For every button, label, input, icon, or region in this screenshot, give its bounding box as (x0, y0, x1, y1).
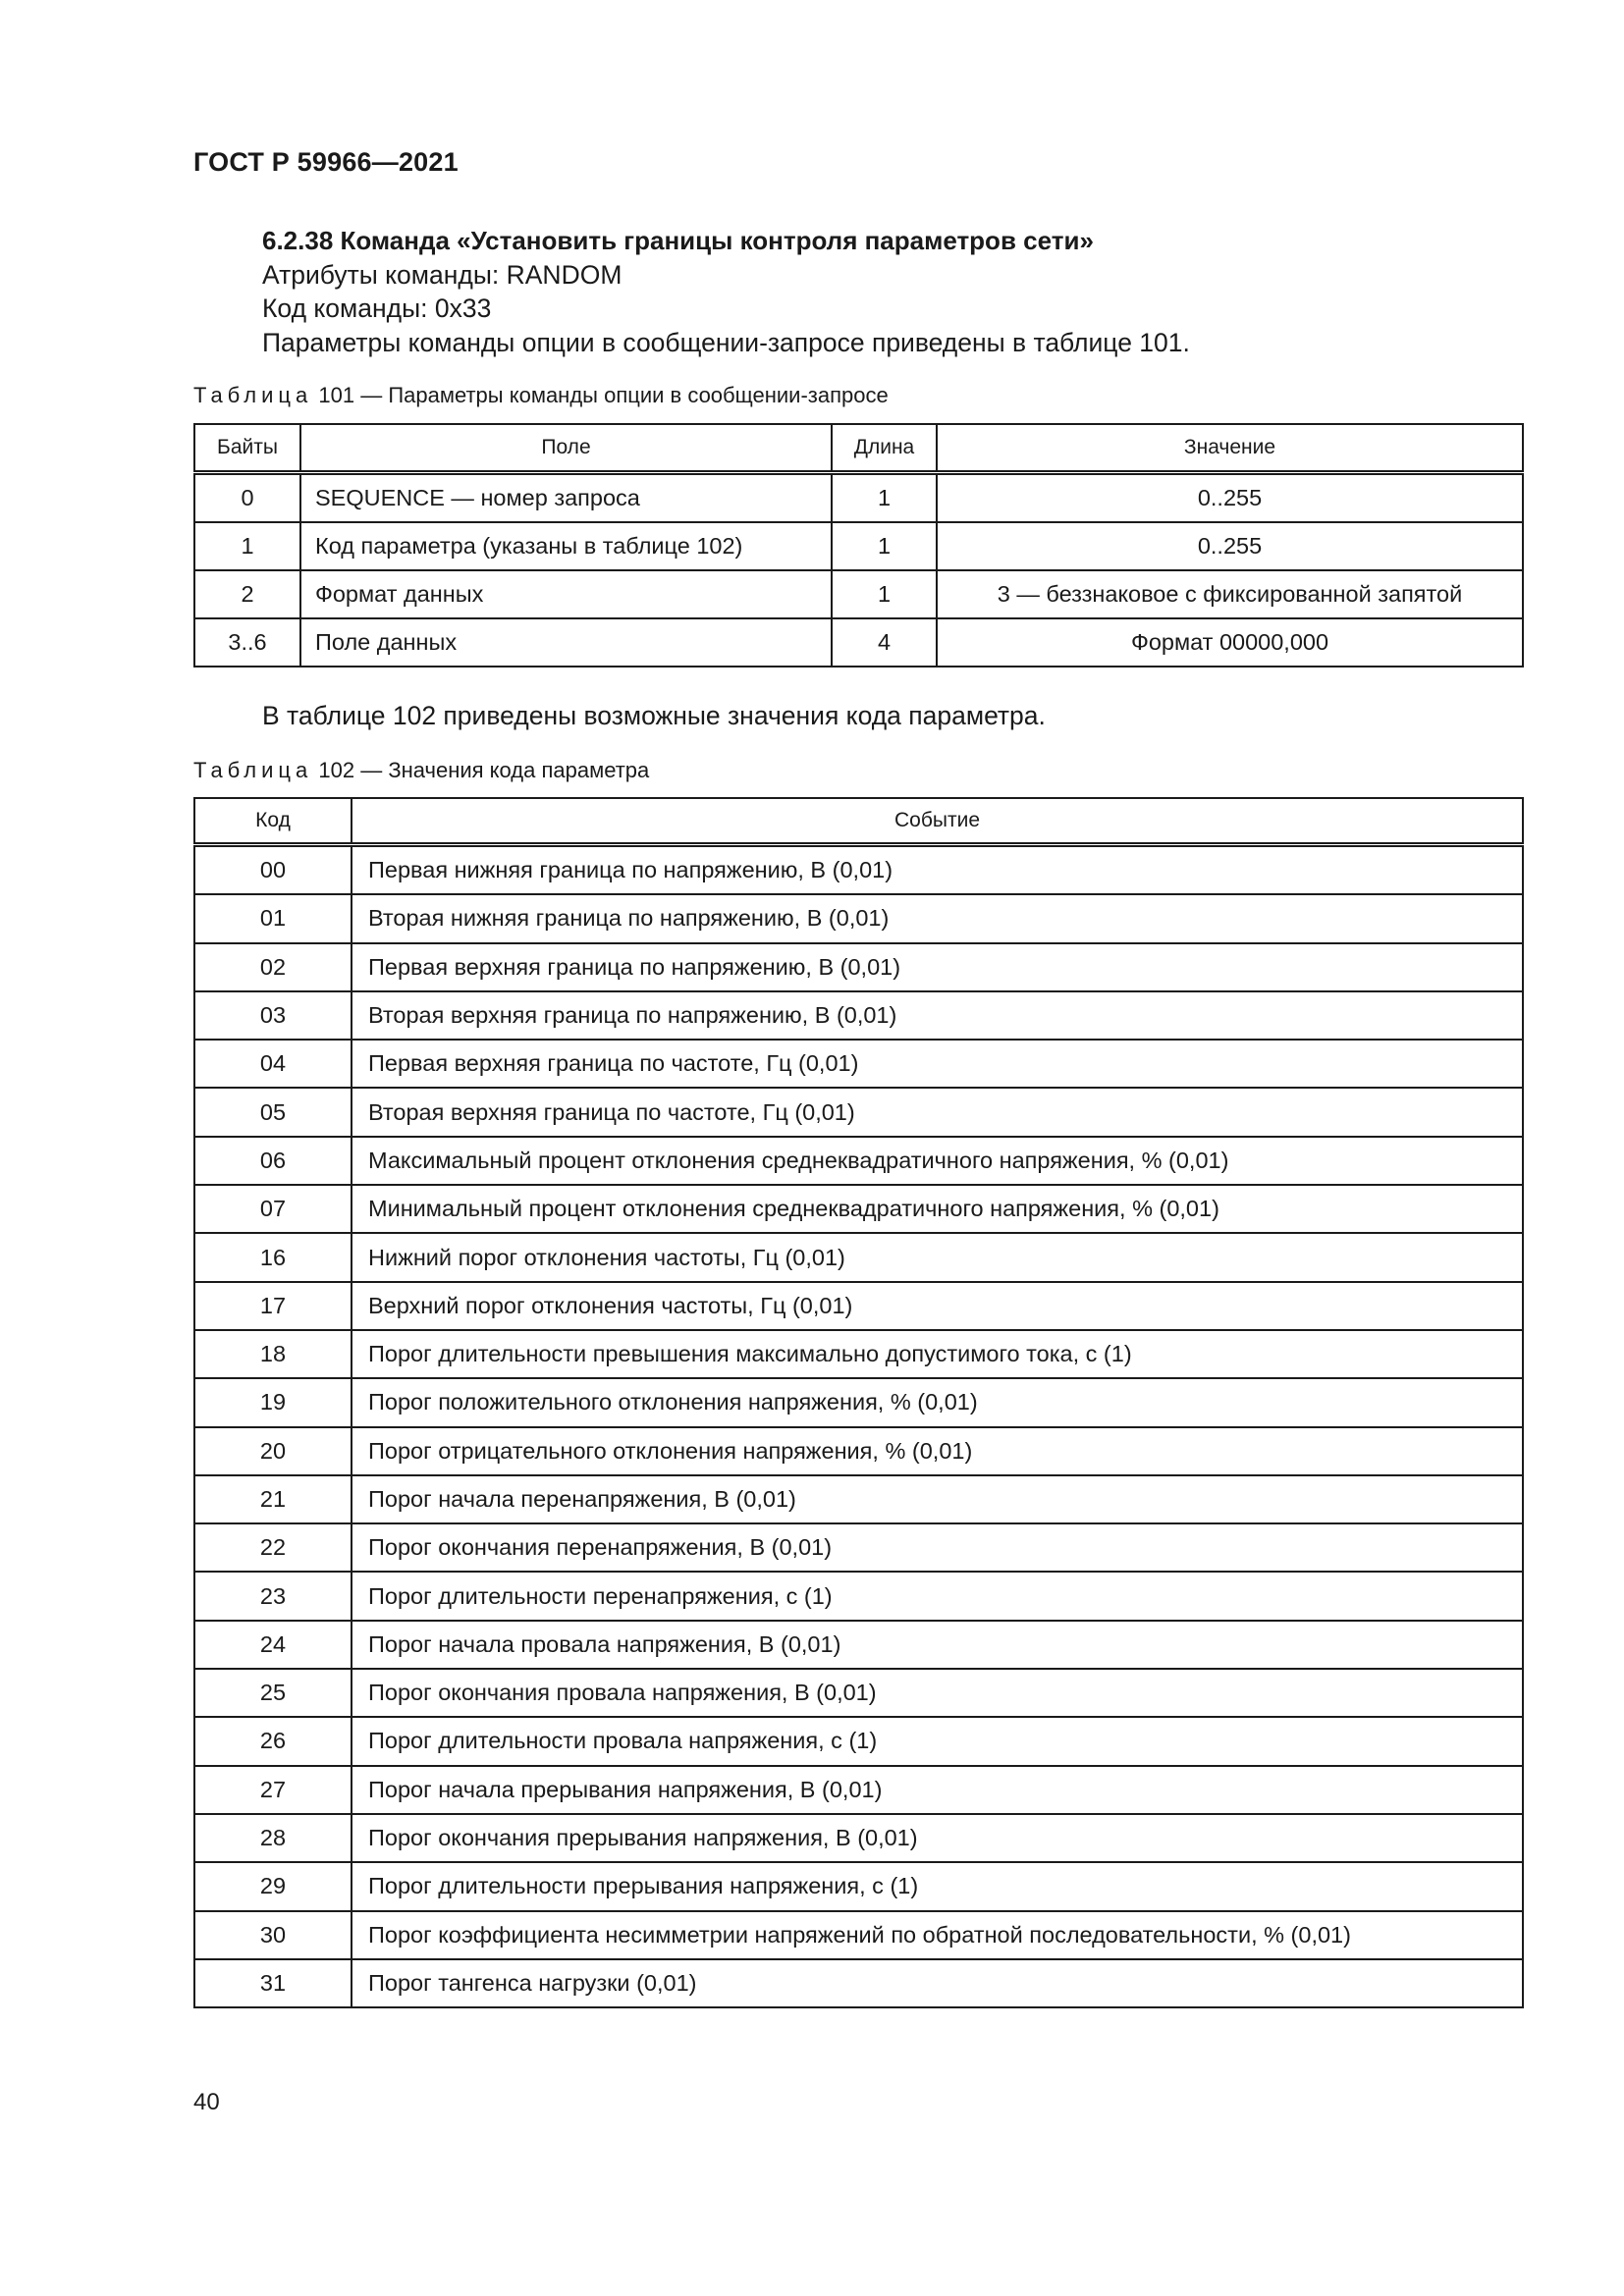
table-102-intro: В таблице 102 приведены возможные значения кода параметра. (262, 701, 1046, 730)
event-cell: Верхний порог отклонения частоты, Гц (0,01) (352, 1282, 1523, 1330)
table-row (194, 570, 1523, 618)
table-row (194, 1717, 1523, 1765)
field-cell: Поле данных (300, 618, 832, 667)
event-cell: Порог окончания прерывания напряжения, В (0,01) (352, 1814, 1523, 1862)
event-cell: Вторая верхняя граница по напряжению, В (0,01) (352, 991, 1523, 1040)
code-cell: 07 (194, 1185, 352, 1233)
code-cell: 03 (194, 991, 352, 1040)
value-cell: 0..255 (937, 522, 1523, 570)
event-cell: Порог начала прерывания напряжения, В (0,01) (352, 1766, 1523, 1814)
page-number: 40 (193, 2089, 220, 2115)
event-cell: Порог окончания перенапряжения, В (0,01) (352, 1523, 1523, 1572)
table-102 (193, 797, 1524, 2008)
table-row (194, 1137, 1523, 1185)
event-cell: Порог длительности перенапряжения, с (1) (352, 1572, 1523, 1620)
table-row (194, 1669, 1523, 1717)
table-row (194, 1282, 1523, 1330)
event-cell: Первая верхняя граница по напряжению, В (0,01) (352, 943, 1523, 991)
table-row (194, 1088, 1523, 1136)
code-cell: 16 (194, 1233, 352, 1281)
field-cell: SEQUENCE — номер запроса (300, 473, 832, 523)
bytes-cell: 0 (194, 473, 300, 523)
table-row (194, 1572, 1523, 1620)
event-cell: Порог начала перенапряжения, В (0,01) (352, 1475, 1523, 1523)
value-cell: 0..255 (937, 473, 1523, 523)
event-cell: Порог тангенса нагрузки (0,01) (352, 1959, 1523, 2007)
table-row (194, 1621, 1523, 1669)
table-row (194, 1862, 1523, 1910)
table-header-row (194, 798, 1523, 845)
bytes-cell: 1 (194, 522, 300, 570)
table-row (194, 473, 1523, 523)
code-cell: 18 (194, 1330, 352, 1378)
header-value: Значение (937, 424, 1523, 473)
field-cell: Код параметра (указаны в таблице 102) (300, 522, 832, 570)
table-row (194, 1959, 1523, 2007)
table-row (194, 1523, 1523, 1572)
table-row (194, 1814, 1523, 1862)
bytes-cell: 3..6 (194, 618, 300, 667)
code-cell: 23 (194, 1572, 352, 1620)
table-row (194, 1185, 1523, 1233)
code-cell: 26 (194, 1717, 352, 1765)
event-cell: Максимальный процент отклонения среднеквадратичного напряжения, % (0,01) (352, 1137, 1523, 1185)
code-cell: 25 (194, 1669, 352, 1717)
table-row (194, 894, 1523, 942)
table-101-caption (193, 383, 889, 408)
code-cell: 29 (194, 1862, 352, 1910)
table-header-row (194, 424, 1523, 473)
code-cell: 05 (194, 1088, 352, 1136)
header-bytes: Байты (194, 424, 300, 473)
table-row (194, 522, 1523, 570)
field-cell: Формат данных (300, 570, 832, 618)
event-cell: Порог положительного отклонения напряжения, % (0,01) (352, 1378, 1523, 1426)
event-cell: Нижний порог отклонения частоты, Гц (0,01) (352, 1233, 1523, 1281)
code-cell: 31 (194, 1959, 352, 2007)
event-cell: Порог начала провала напряжения, В (0,01) (352, 1621, 1523, 1669)
bytes-cell: 2 (194, 570, 300, 618)
table-row (194, 991, 1523, 1040)
length-cell: 1 (832, 522, 937, 570)
code-cell: 24 (194, 1621, 352, 1669)
params-note: Параметры команды опции в сообщении-запросе приведены в таблице 101. (262, 328, 1190, 357)
event-cell: Порог отрицательного отклонения напряжения, % (0,01) (352, 1427, 1523, 1475)
code-cell: 21 (194, 1475, 352, 1523)
code-cell: 20 (194, 1427, 352, 1475)
table-102-caption (193, 758, 649, 783)
length-cell: 4 (832, 618, 937, 667)
value-cell: 3 — беззнаковое с фиксированной запятой (937, 570, 1523, 618)
event-cell: Порог длительности прерывания напряжения, с (1) (352, 1862, 1523, 1910)
event-cell: Вторая нижняя граница по напряжению, В (0,01) (352, 894, 1523, 942)
header-length: Длина (832, 424, 937, 473)
table-row (194, 1233, 1523, 1281)
caption-word: Таблица (193, 758, 313, 782)
code-cell: 01 (194, 894, 352, 942)
command-attributes: Атрибуты команды: RANDOM (262, 260, 623, 290)
event-cell: Первая верхняя граница по частоте, Гц (0,01) (352, 1040, 1523, 1088)
code-cell: 28 (194, 1814, 352, 1862)
table-row (194, 1427, 1523, 1475)
code-cell: 00 (194, 845, 352, 895)
event-cell: Порог длительности провала напряжения, с (1) (352, 1717, 1523, 1765)
code-cell: 17 (194, 1282, 352, 1330)
table-row (194, 943, 1523, 991)
code-cell: 30 (194, 1911, 352, 1959)
table-row (194, 1040, 1523, 1088)
code-cell: 06 (194, 1137, 352, 1185)
table-row (194, 1330, 1523, 1378)
table-row (194, 1378, 1523, 1426)
table-row (194, 845, 1523, 895)
code-cell: 04 (194, 1040, 352, 1088)
document-code: ГОСТ Р 59966—2021 (193, 147, 459, 177)
table-101 (193, 423, 1524, 667)
caption-text: 101 — Параметры команды опции в сообщении-запросе (318, 383, 889, 407)
event-cell: Вторая верхняя граница по частоте, Гц (0,01) (352, 1088, 1523, 1136)
table-row (194, 618, 1523, 667)
table-row (194, 1766, 1523, 1814)
header-code: Код (194, 798, 352, 845)
event-cell: Порог коэффициента несимметрии напряжений по обратной последовательности, % (0,01) (352, 1911, 1523, 1959)
section-title: 6.2.38 Команда «Установить границы контроля параметров сети» (262, 226, 1094, 255)
code-cell: 22 (194, 1523, 352, 1572)
event-cell: Порог длительности превышения максимально допустимого тока, с (1) (352, 1330, 1523, 1378)
caption-text: 102 — Значения кода параметра (318, 758, 650, 782)
event-cell: Минимальный процент отклонения среднеквадратичного напряжения, % (0,01) (352, 1185, 1523, 1233)
header-field: Поле (300, 424, 832, 473)
header-event: Событие (352, 798, 1523, 845)
table-row (194, 1475, 1523, 1523)
code-cell: 02 (194, 943, 352, 991)
event-cell: Первая нижняя граница по напряжению, В (0,01) (352, 845, 1523, 895)
event-cell: Порог окончания провала напряжения, В (0,01) (352, 1669, 1523, 1717)
length-cell: 1 (832, 570, 937, 618)
command-code: Код команды: 0x33 (262, 294, 492, 323)
value-cell: Формат 00000,000 (937, 618, 1523, 667)
length-cell: 1 (832, 473, 937, 523)
code-cell: 19 (194, 1378, 352, 1426)
code-cell: 27 (194, 1766, 352, 1814)
table-row (194, 1911, 1523, 1959)
caption-word: Таблица (193, 383, 313, 407)
